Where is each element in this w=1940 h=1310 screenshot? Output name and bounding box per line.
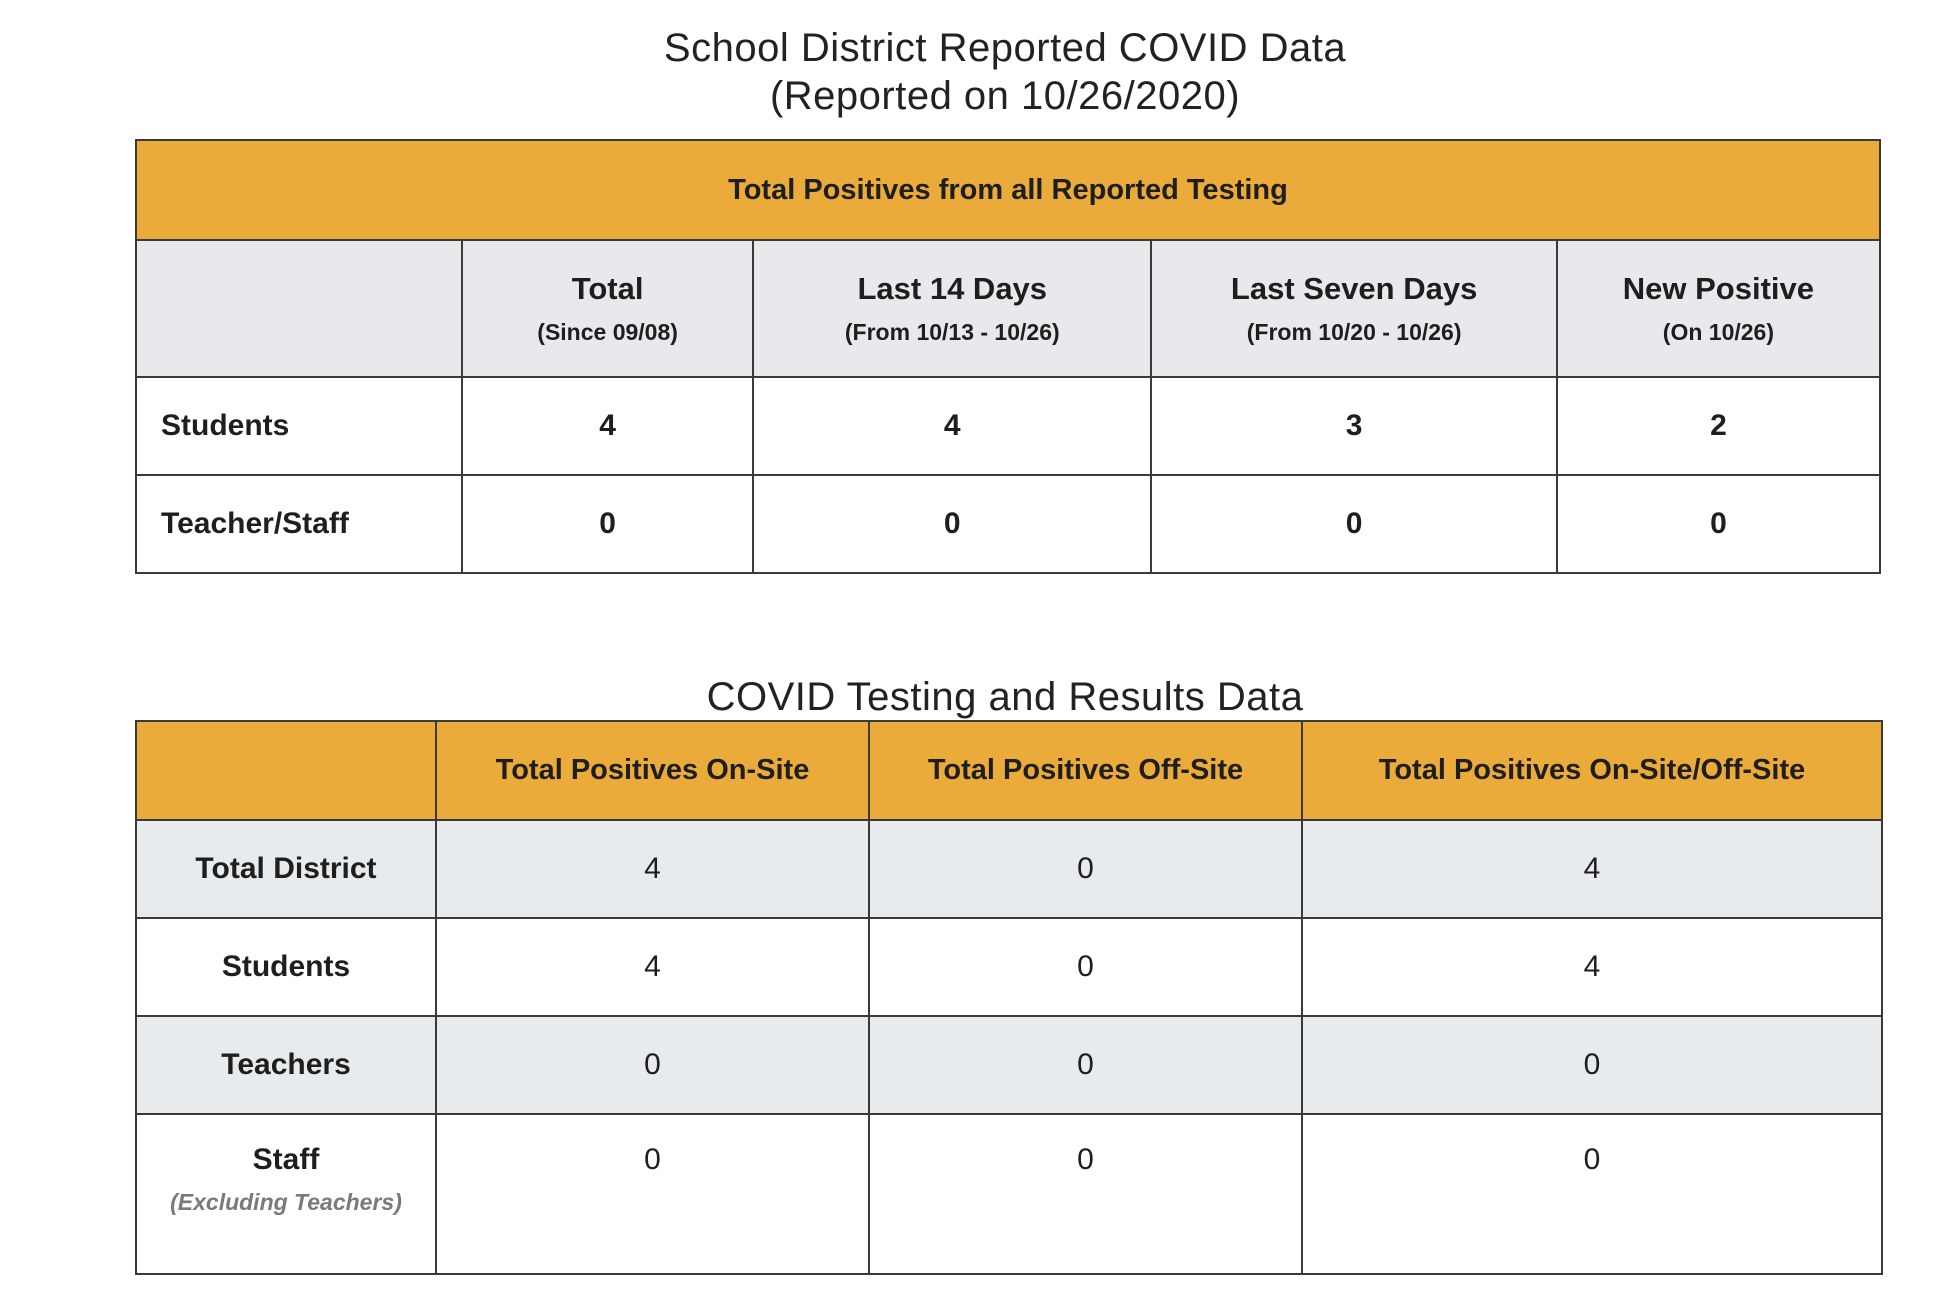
table-banner-row <box>136 140 1880 240</box>
table-cell: 0 <box>753 475 1151 573</box>
table-cell: 0 <box>436 1114 869 1274</box>
row-label-students: Students <box>136 918 436 1016</box>
column-header-sublabel: (From 10/20 - 10/26) <box>1246 319 1462 345</box>
table-cell: 4 <box>1302 820 1882 918</box>
row-label-total-district: Total District <box>136 820 436 918</box>
column-header-on-site: Total Positives On-Site <box>436 721 869 820</box>
table-cell: 4 <box>436 918 869 1016</box>
table-row <box>136 475 1880 573</box>
column-header-sublabel: (Since 09/08) <box>537 319 678 345</box>
column-header-on-off-site: Total Positives On-Site/Off-Site <box>1302 721 1882 820</box>
testing-results-table <box>135 720 1883 1275</box>
table-cell: 4 <box>1302 918 1882 1016</box>
table-cell: 2 <box>1557 377 1880 475</box>
section-title: COVID Testing and Results Data <box>706 675 1304 719</box>
column-header-off-site: Total Positives Off-Site <box>869 721 1302 820</box>
row-label-teacher-staff: Teacher/Staff <box>136 475 462 573</box>
table-cell: 0 <box>436 1016 869 1114</box>
column-header-label: New Positive <box>1622 271 1815 306</box>
row-label-teachers: Teachers <box>136 1016 436 1114</box>
column-header-sublabel: (On 10/26) <box>1662 319 1775 345</box>
column-header-last-14-days <box>753 240 1151 377</box>
table-row <box>136 1016 1882 1114</box>
column-header-total <box>462 240 753 377</box>
table-cell: 0 <box>1302 1114 1882 1274</box>
report-title <box>0 24 1940 120</box>
column-header-label: Last Seven Days <box>1230 271 1478 306</box>
empty-header-cell <box>136 240 462 377</box>
table-cell: 4 <box>436 820 869 918</box>
table-cell: 4 <box>462 377 753 475</box>
column-header-label: Last 14 Days <box>857 271 1048 306</box>
row-label-students: Students <box>136 377 462 475</box>
column-header-label: Total <box>571 271 644 306</box>
report-title-line2: (Reported on 10/26/2020) <box>769 74 1241 118</box>
table-row <box>136 820 1882 918</box>
report-title-line1: School District Reported COVID Data <box>663 26 1347 70</box>
table-cell: 4 <box>753 377 1151 475</box>
table-cell: 0 <box>1557 475 1880 573</box>
reported-testing-table <box>135 139 1881 574</box>
table-cell: 0 <box>869 1016 1302 1114</box>
column-header-last-seven-days <box>1151 240 1556 377</box>
table-cell: 0 <box>462 475 753 573</box>
table-row <box>136 918 1882 1016</box>
table-cell: 0 <box>869 820 1302 918</box>
column-header-sublabel: (From 10/13 - 10/26) <box>844 319 1060 345</box>
table-row <box>136 1114 1882 1274</box>
table-row <box>136 377 1880 475</box>
row-label-staff-note: (Excluding Teachers) <box>170 1189 402 1215</box>
column-header-new-positive <box>1557 240 1880 377</box>
column-header-row <box>136 721 1882 820</box>
column-header-row <box>136 240 1880 377</box>
table-cell: 0 <box>1151 475 1556 573</box>
empty-header-cell <box>136 721 436 820</box>
row-label-staff <box>136 1114 436 1274</box>
table-cell: 0 <box>869 1114 1302 1274</box>
table-banner: Total Positives from all Reported Testing <box>136 140 1880 240</box>
table-cell: 0 <box>1302 1016 1882 1114</box>
table-cell: 0 <box>869 918 1302 1016</box>
table-cell: 3 <box>1151 377 1556 475</box>
row-label-staff-text: Staff <box>252 1143 320 1176</box>
